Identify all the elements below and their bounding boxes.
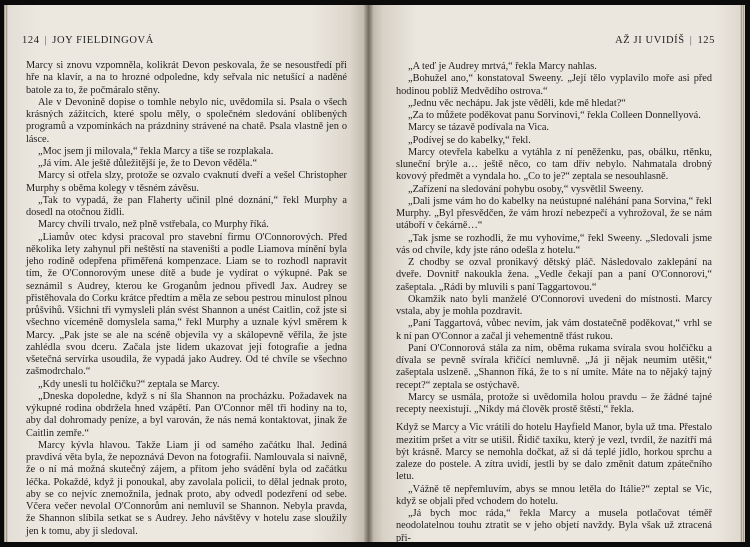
paragraph: „Tak jsme se rozhodli, že mu vyhovíme,“ řekl Sweeny. „Sledovali jsme vás od chvíle, kdy jste ráno odešla z hotelu.“	[396, 232, 712, 256]
paragraph: „Dneska dopoledne, když s ní šla Shannon na procházku. Požadavek na výkupné rodina obdržela hned vzápětí. Pan O'Connor měl tři hodiny na to, aby dal dohromady peníze, a byl varován, že nás nemá kontaktovat, jinak že Caitlin zemře.“	[26, 390, 347, 439]
open-book	[4, 5, 745, 542]
paragraph: „Za to můžete poděkovat panu Sorvinovi,“ řekla Colleen Donnellyová.	[408, 110, 701, 121]
paragraph: „Bohužel ano,“ konstatoval Sweeny. „Její tělo vyplavilo moře asi před hodinou poblíž Medvědího ostrova.“	[396, 73, 712, 97]
left-book-author: JOY FIELDINGOVÁ	[52, 35, 154, 46]
paragraph: Marcy se tázavě podívala na Vica.	[408, 122, 549, 134]
paragraph: Marcy chvíli trvalo, než plně vstřebala, co Murphy říká.	[38, 219, 269, 231]
paragraph: „Vážně tě nepřemluvím, abys se mnou letěla do Itálie?“ zeptal se Vic, když se objali před vchodem do hotelu.	[396, 483, 712, 507]
paragraph: Marcy se usmála, protože si uvědomila holou pravdu – že žádné tajné recepty neexistují. „Nikdy má člověk prostě štěstí,“ řekla.	[396, 391, 712, 415]
paragraph: Marcy otevřela kabelku a vytáhla z ní peněženku, pas, obálku, rtěnku, sluneční brýle a… ještě něco, co tam dřív nebylo. Nahmatala drobný kovový předmět a vyndala ho. „Co to je?“ zeptala se nesouhlasně.	[396, 146, 712, 183]
paragraph: „Kdy unesli tu holčičku?“ zeptala se Marcy.	[38, 378, 220, 390]
paragraph: „Jednu věc nechápu. Jak jste věděli, kde mě hledat?“	[408, 97, 626, 109]
paragraph: „Já vím. Ale ještě důležitější je, že to Devon věděla.“	[38, 158, 258, 169]
right-running-head: AŽ JI UVIDÍŠ | 125	[615, 35, 715, 46]
paragraph: Marcy kývla hlavou. Takže Liam ji od samého začátku lhal. Jediná pravdivá věta byla, že nepoznává Devon na fotografii. Namlouvala si naivně, že o ní má možná skutečný zájem, a přitom jeho svádění byla od začátku léčka. Pokaždé, když ji ponoukal, aby zavolala policii, to dělal jednak proto, aby se co nejvíc znemožnila, jednak proto, aby odvedl podezření od sebe. Včera večer nevolal O'Connorům ani nemluvil se Shannon. Nebyla pravda, že Shannon slíbila setkat se s Audrey. Jeho návštěvy v hotelu zase sloužily jen k tomu, aby ji sledoval.	[26, 439, 347, 537]
left-running-head: 124 | JOY FIELDINGOVÁ	[22, 35, 154, 46]
paragraph: Okamžik nato byli manželé O'Connorovi uvedeni do místnosti. Marcy vstala, aby je mohla pozdravit.	[396, 293, 712, 317]
paragraph: „Zařízení na sledování pohybu osoby,“ vysvětlil Sweeny.	[408, 183, 644, 195]
paragraph: Ale v Devonině dopise o tomhle nebylo nic, uvědomila si. Psala o všech krásných zážitcích, které spolu měly, o společném sledování oblíbených programů a vzpomínkách na prázdniny strávené na chatě. Psala vlastně jen o lásce.	[26, 96, 347, 145]
paragraph: „Dali jsme vám ho do kabelky na neústupné naléhání pana Sorvina,“ řekl Murphy. „Byl přesvědčen, že vám hrozí nebezpečí a vyhrožoval, že se nám utáboří v čekárně…“	[396, 195, 712, 232]
paragraph: „Liamův otec kdysi pracoval pro stavební firmu O'Connorových. Před několika lety zahynul při neštěstí na staveništi a podle Liamova mínění byla jeho rodině odepřena přiměřená kompenzace. Liam se to rozhodl napravit tím, že O'Connorovým unese dítě a bude je vydírat o výkupné. Pak se seznámil s Audrey, kterou ke Groganům jednou přivedl Jax. Audrey se přistěhovala do Corku krátce předtím a měla ze sebou pestrou minulost plnou průšvihů. Všichni tři vymysleli plán svést Shannon a unést Caitlin, což jste si všechno víceméně domyslela sama,“ řekl Murphy a uznale kývl směrem k Marcy. „Pak jste se ale na scéně objevila vy a skálopevně věřila, že jste zahlédla svou dceru. Začala jste lidem ukazovat její fotografie a jedna všetečná servírka usoudila, že vypadá jako Audrey. Od té chvíle se všechno zašmodrchalo.“	[26, 231, 347, 378]
paragraph: „Tak to vypadá, že pan Flaherty učinil plné doznání,“ řekl Murphy a dosedl na otočnou židli.	[26, 194, 347, 218]
page-edges-left	[4, 5, 8, 542]
right-page-number: 125	[697, 35, 715, 46]
paragraph: „Moc jsem ji milovala,“ řekla Marcy a tiše se rozplakala.	[38, 145, 274, 157]
left-page-number: 124	[22, 35, 40, 46]
section-start-paragraph: Když se Marcy a Vic vrátili do hotelu Hayfield Manor, byla už tma. Přestalo mezitím pršet a vítr se utišil. Řidič taxíku, který je vezl, tvrdil, že nazítří má být krásně. Marcy se nemohla dočkat, až si dá teplé jídlo, horkou sprchu a zaleze do postele. A zítra uvidí, jestli by se dalo změnit datum zpátečního letu.	[396, 422, 712, 483]
left-page-text	[26, 60, 347, 538]
right-page-text	[396, 61, 712, 542]
page-edges-right	[740, 5, 745, 542]
paragraph: „Podívej se do kabelky,“ řekl.	[408, 134, 531, 146]
paragraph: Paní O'Connorová stála za ním, oběma rukama svírala svou holčičku a dívala se pevně svírala křičící nemluvně. „Já ji nějak neumím utěšit,“ zašeptala uslzeně. „Shannon říká, že to s ní umíte. Máte na to nějaký tajný recept?“ zeptala se ostýchavě.	[396, 342, 712, 391]
left-page	[4, 5, 368, 542]
book-gutter	[364, 5, 373, 542]
paragraph: „Já bych moc ráda,“ řekla Marcy a musela potlačovat téměř neodolatelnou touhu ztratit se v jeho objetí navždy. Byla však už ztracená při-	[396, 508, 712, 542]
paragraph: Marcy si otřela slzy, protože se ozvalo cvaknutí dveří a vešel Christopher Murphy s oběma kolegy v těsném závěsu.	[26, 170, 347, 194]
paragraph: Z chodby se ozval pronikavý dětský pláč. Následovalo zaklepání na dveře. Dovnitř nakoukla žena. „Vedle čekají pan a paní O'Connorovi,“ zašeptala. „Rádi by mluvili s paní Taggartovou.“	[396, 257, 712, 293]
paragraph: „A teď je Audrey mrtvá,“ řekla Marcy nahlas.	[408, 61, 597, 72]
paragraph: „Paní Taggartová, vůbec nevím, jak vám dostatečně poděkovat,“ vrhl se k ní pan O'Connor a začal ji vehementně třást rukou.	[396, 318, 712, 342]
right-page	[368, 5, 745, 542]
paragraph: Marcy si znovu vzpomněla, kolikrát Devon peskovala, že se nesoustředí při hře na klavír, a na to hrozné odpoledne, kdy seřvala nic netušící a naděné batole za to, že počmáralo stěny.	[26, 60, 347, 96]
right-book-title: AŽ JI UVIDÍŠ	[615, 35, 685, 46]
